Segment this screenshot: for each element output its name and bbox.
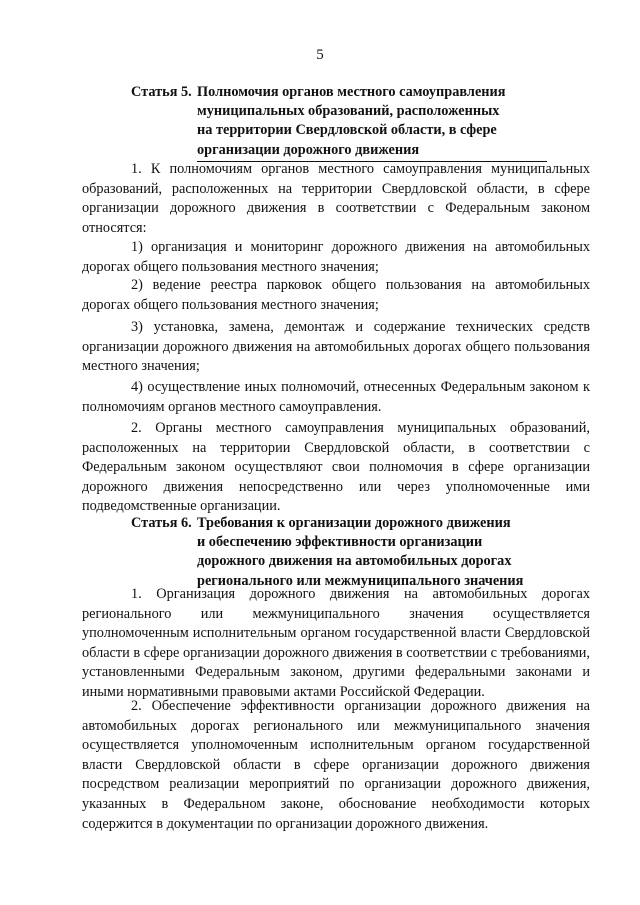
article-6-title-line-3: дорожного движения на автомобильных дорогах (197, 553, 512, 570)
article-5-title-line-4: организации дорожного движения (197, 141, 420, 158)
article-5-paragraph-2: 2. Органы местного самоуправления муниципальных образований, расположенных на территории Свердловской области, в соответствии с Федеральным законом осуществляют свои полномочия в сфере организации дорожного движения непосредственно или через уполномоченные ими подведомственные организации. (82, 420, 590, 515)
article-5-paragraph-1: 1. К полномочиям органов местного самоуправления муниципальных образований, расположенных на территории Свердловской области, в сфере организации дорожного движения в соответствии с Федеральным законом относятся: (82, 161, 590, 236)
article-5-item-2: 2) ведение реестра парковок общего пользования на автомобильных дорогах общего пользования местного значения; (82, 277, 590, 313)
article-5-item-1: 1) организация и мониторинг дорожного движения на автомобильных дорогах общего пользования местного значения; (82, 239, 590, 275)
article-5-item-3: 3) установка, замена, демонтаж и содержание технических средств организации дорожного движения на автомобильных дорогах общего пользования местного значения; (82, 319, 590, 375)
article-6-heading (131, 514, 551, 591)
article-5-title-line-1: Полномочия органов местного самоуправления (197, 84, 506, 100)
article-5-title-line-3: на территории Свердловской области, в сфере (197, 122, 497, 139)
article-6-title-line-2: и обеспечению эффективности организации (197, 534, 483, 551)
page-number: 5 (316, 47, 324, 63)
article-6-label: Статья 6. (131, 515, 192, 531)
article-6-title-line-1: Требования к организации дорожного движения (197, 515, 511, 531)
article-5-heading (131, 83, 551, 162)
article-5-label: Статья 5. (131, 84, 192, 100)
article-6-title-line-4: регионального или межмуниципального значения (197, 572, 524, 589)
article-6-paragraph-1: 1. Организация дорожного движения на автомобильных дорогах регионального или межмуниципального значения осуществляется уполномоченным исполнительным органом государственной власти Свердловской области в сфере организации дорожного движения в соответствии с требованиями, установленными Федеральным законом, другими федеральными законами и иными нормативными правовыми актами Российской Федерации. (82, 586, 590, 700)
article-5-item-4: 4) осуществление иных полномочий, отнесенных Федеральным законом к полномочиям органов местного самоуправления. (82, 379, 590, 415)
article-5-title-line-2: муниципальных образований, расположенных (197, 103, 500, 120)
article-6-paragraph-2: 2. Обеспечение эффективности организации дорожного движения на автомобильных дорогах регионального или межмуниципального значения осуществляется уполномоченным исполнительным органом государственной власти Свердловской области в сфере организации дорожного движения посредством реализации мероприятий по организации дорожного движения, указанных в Федеральном законе, обоснование необходимости которых содержится в документации по организации дорожного движения. (82, 698, 590, 832)
